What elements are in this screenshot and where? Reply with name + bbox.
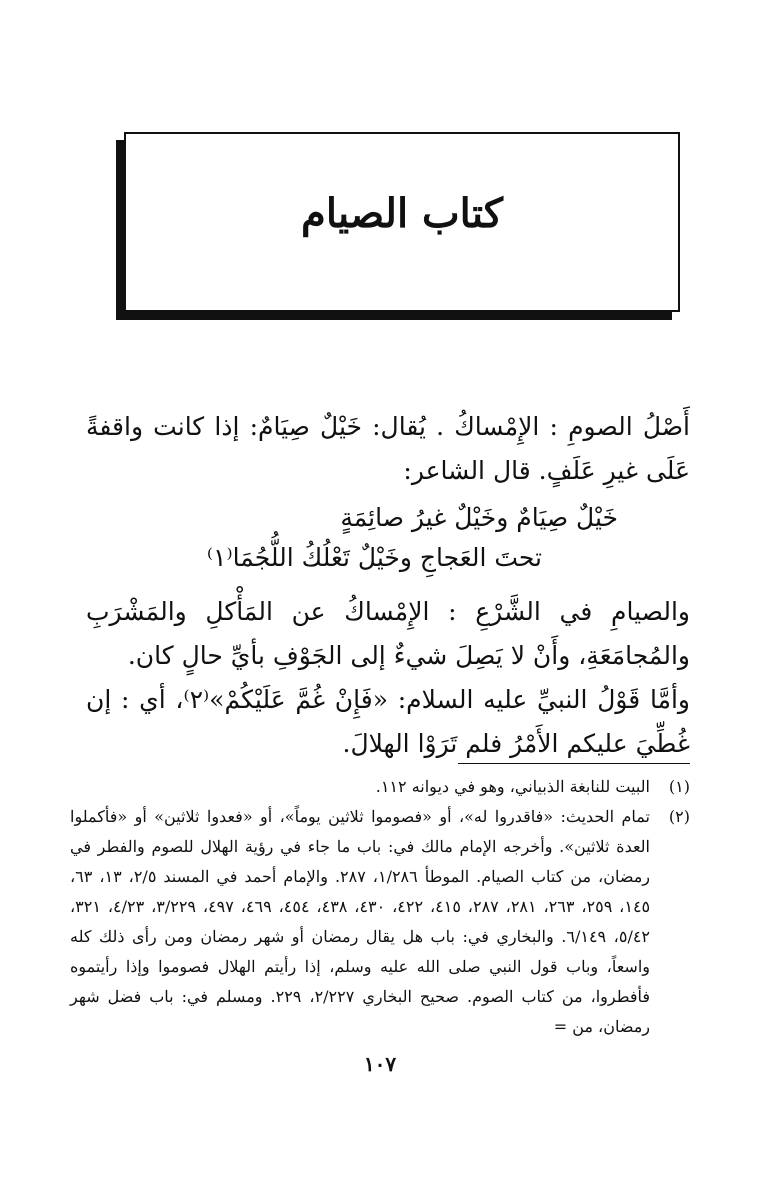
- footnote-text: البيت للنابغة الذبياني، وهو في ديوانه ١١٢.: [375, 777, 650, 796]
- footnote-number: (١): [668, 777, 690, 796]
- footnote-text: تمام الحديث: «فاقدروا له»، أو «فصوموا ثلاثين يوماً»، أو «فعدوا ثلاثين» أو «فأكملوا العدة ثلاثين». وأخرجه الإمام مالك في: باب ما جاء في رؤية الهلال للصوم والفطر في رمضان، من كتاب الصيام. الموطأ ١/٢٨٦، ٢٨٧. والإمام أحمد في المسند ٢/٥، ١٣، ٦٣، ١٤٥، ٢٥٩، ٢٦٣، ٢٨١، ٢٨٧، ٤١٥، ٤٢٢، ٤٣٠، ٤٣٨، ٤٥٤، ٤٦٩، ٤٩٧، ٣/٢٢٩، ٤/٢٣، ٣٢١، ٥/٤٢، ٦/١٤٩. والبخاري في: باب هل يقال رمضان أو شهر رمضان ومن رأى ذلك كله واسعاً، وباب قول النبي صلى الله عليه وسلم، إذا رأيتم الهلال فصوموا وإذا رأيتموه فأفطروا، من كتاب الصوم. صحيح البخاري ٢/٢٢٧، ٢٢٩. ومسلم في: باب فضل شهر رمضان، من =: [70, 807, 651, 1036]
- paragraph-hadith: وأمَّا قَوْلُ النبيِّ عليه السلام: «فَإِنْ غُمَّ عَلَيْكُمْ»⁽٢⁾، أي : إن غُطِّيَ عليكم الأَمْرُ فلم تَرَوْا الهلالَ.: [86, 685, 690, 758]
- footnote-2: [70, 802, 690, 1042]
- footnotes: [70, 772, 690, 1042]
- chapter-title: كتاب الصيام: [301, 190, 503, 237]
- verse-line-2: تحتَ العَجاجِ وخَيْلٌ تَعْلُكُ اللُّجُمَا⁽١⁾: [206, 543, 542, 572]
- footnote-1: [70, 772, 690, 802]
- footnote-divider: [458, 763, 690, 764]
- chapter-title-box: [124, 132, 680, 312]
- verse-line-1: خَيْلٌ صِيَامٌ وخَيْلٌ غيرُ صائِمَةٍ: [340, 503, 618, 532]
- paragraph-definition: أَصْلُ الصومِ : الإِمْساكُ . يُقال: خَيْلٌ صِيَامٌ: إذا كانت واقفةً عَلَى غيرِ عَلَفٍ. قال الشاعر:: [86, 412, 690, 485]
- page-number: ١٠٧: [363, 1052, 397, 1076]
- footnote-number: (٢): [668, 807, 690, 826]
- paragraph-sharia-definition: والصيامِ في الشَّرْعِ : الإِمْساكُ عن المَأْكلِ والمَشْرَبِ والمُجامَعَةِ، وأَنْ لا يَصِلَ شيءٌ إلى الجَوْفِ بأيِّ حالٍ كان.: [86, 597, 690, 670]
